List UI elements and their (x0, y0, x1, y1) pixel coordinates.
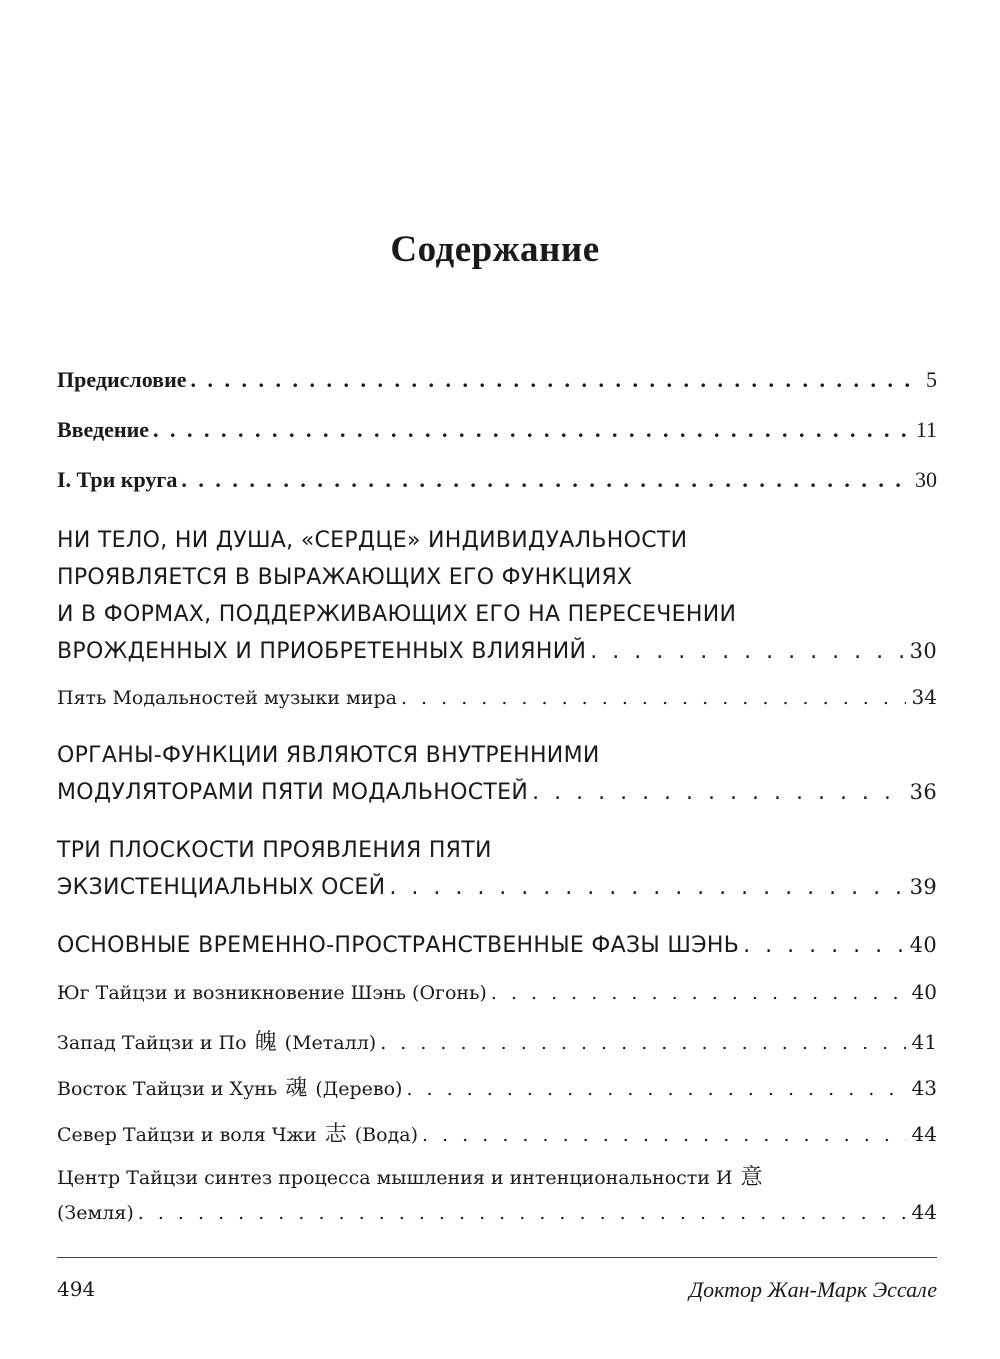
chinese-character-yi: 意 (740, 1165, 763, 1190)
toc-entry-line: ПРОЯВЛЯЕТСЯ В ВЫРАЖАЮЩИХ ЕГО ФУНКЦИЯХ (57, 565, 633, 590)
chinese-character-zhi: 志 (324, 1122, 347, 1147)
toc-entry-part1[interactable] (57, 467, 937, 493)
toc-entry-line: НИ ТЕЛО, НИ ДУША, «СЕРДЦЕ» ИНДИВИДУАЛЬНОСТИ (57, 528, 688, 553)
toc-entry-page: 44 (911, 1200, 937, 1224)
dot-leader (743, 927, 904, 964)
toc-entry-section4[interactable] (57, 927, 937, 964)
toc-entry-line: ОРГАНЫ-ФУНКЦИИ ЯВЛЯЮТСЯ ВНУТРЕННИМИ (57, 743, 600, 768)
toc-entry-page: 11 (915, 417, 937, 442)
dot-leader (590, 633, 903, 670)
dot-leader (422, 1124, 906, 1146)
toc-entry-label-suffix: (Дерево) (315, 1078, 403, 1100)
toc-entry-page: 39 (909, 875, 937, 899)
footer-divider (57, 1257, 937, 1258)
toc-entry-label: Предисловие (57, 367, 187, 392)
dot-leader (389, 869, 903, 906)
toc-entry-line: ВРОЖДЕННЫХ И ПРИОБРЕТЕННЫХ ВЛИЯНИЙ (57, 639, 587, 664)
toc-entry-page: 34 (911, 685, 937, 709)
toc-entry-page: 30 (915, 467, 937, 492)
chinese-character-po: 魄 (254, 1030, 277, 1055)
toc-entry-label-suffix: (Вода) (354, 1124, 419, 1146)
toc-entry-center[interactable] (57, 1163, 937, 1224)
toc-entry-line: МОДУЛЯТОРАМИ ПЯТИ МОДАЛЬНОСТЕЙ (57, 780, 529, 805)
toc-entry-label: Центр Тайцзи синтез процесса мышления и интенциональности И (57, 1167, 733, 1189)
dot-leader (191, 367, 920, 393)
dot-leader (138, 1202, 906, 1224)
toc-entry-label: ОСНОВНЫЕ ВРЕМЕННО-ПРОСТРАНСТВЕННЫЕ ФАЗЫ ШЭНЬ (57, 933, 740, 958)
toc-entry-page: 40 (909, 933, 937, 957)
toc-entry-label: Север Тайцзи и воля Чжи (57, 1124, 317, 1146)
toc-entry-section1[interactable] (57, 522, 937, 670)
toc-entry-label-suffix: (Земля) (57, 1202, 134, 1224)
toc-entry-section2[interactable] (57, 737, 937, 811)
toc-entry-page: 5 (926, 367, 937, 392)
toc-entry-line: ТРИ ПЛОСКОСТИ ПРОЯВЛЕНИЯ ПЯТИ (57, 838, 492, 863)
toc-entry-line: ЭКЗИСТЕНЦИАЛЬНЫХ ОСЕЙ (57, 875, 386, 900)
toc-entry-preface[interactable] (57, 367, 937, 393)
toc-entry-label: Введение (57, 417, 150, 442)
toc-entry-page: 36 (909, 780, 937, 804)
toc-entry-north[interactable] (57, 1117, 937, 1148)
toc-entry-page: 41 (911, 1030, 937, 1054)
toc-entry-intro[interactable] (57, 417, 937, 443)
toc-entry-label: I. Три круга (57, 467, 178, 492)
toc-entry-line: И В ФОРМАХ, ПОДДЕРЖИВАЮЩИХ ЕГО НА ПЕРЕСЕЧЕНИИ (57, 602, 737, 627)
dot-leader (406, 1078, 905, 1100)
toc-entry-page: 30 (909, 639, 937, 663)
chinese-character-hun: 魂 (285, 1076, 308, 1101)
toc-entry-page: 44 (911, 1122, 937, 1146)
toc-entry-label: Пять Модальностей музыки мира (57, 687, 397, 709)
toc-entry-label: Юг Тайцзи и возникновение Шэнь (Огонь) (57, 982, 487, 1004)
footer-author: Доктор Жан-Марк Эссале (689, 1277, 937, 1302)
toc-entry-label: Запад Тайцзи и По (57, 1032, 247, 1054)
toc-entry-section3[interactable] (57, 832, 937, 906)
toc-entry-east[interactable] (57, 1071, 937, 1102)
toc-entry-label: Восток Тайцзи и Хунь (57, 1078, 278, 1100)
toc-entry-label-suffix: (Металл) (284, 1032, 377, 1054)
toc-entry-page: 40 (911, 980, 937, 1004)
toc-entry-south[interactable] (57, 980, 937, 1004)
dot-leader (380, 1032, 905, 1054)
page-title: Содержание (390, 229, 600, 270)
toc-entry-five-modalities[interactable] (57, 685, 937, 709)
dot-leader (181, 467, 909, 493)
footer-page-number: 494 (57, 1277, 96, 1301)
dot-leader (401, 687, 906, 709)
toc-entry-west[interactable] (57, 1025, 937, 1056)
toc-entry-page: 43 (911, 1076, 937, 1100)
dot-leader (153, 417, 910, 443)
dot-leader (532, 774, 904, 811)
dot-leader (491, 982, 906, 1004)
